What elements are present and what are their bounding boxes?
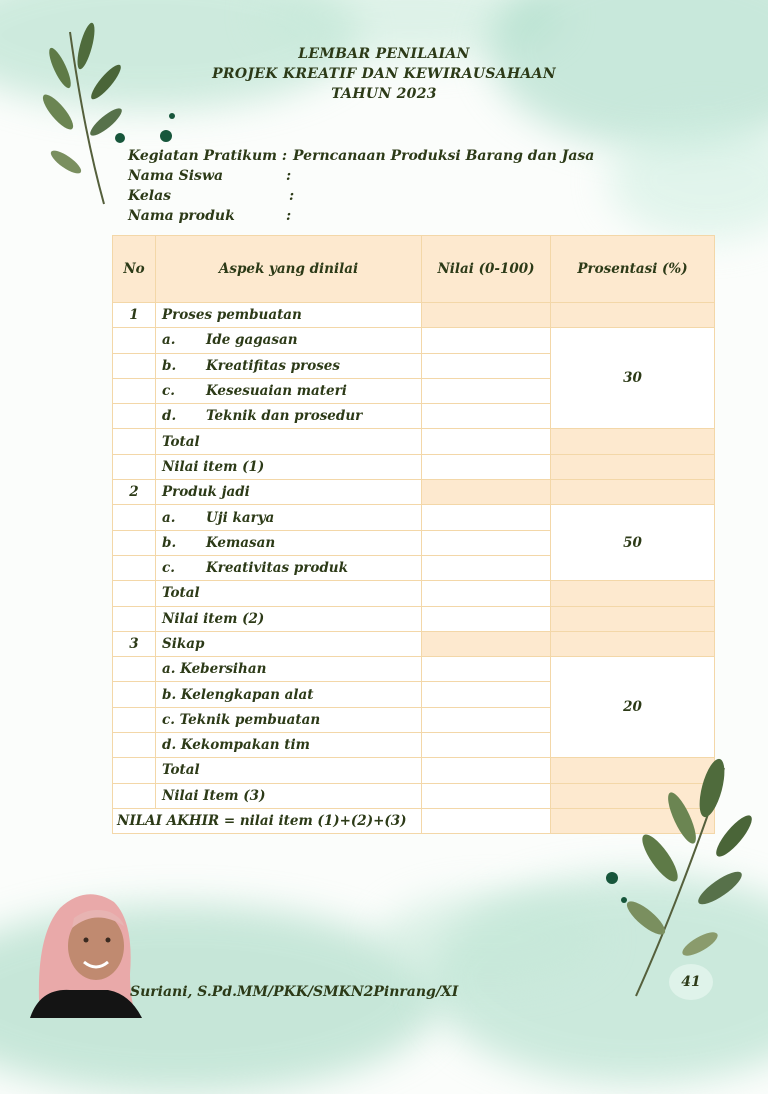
- aspect-item: [156, 353, 422, 378]
- empty-cell: [113, 505, 156, 530]
- item-text: Kreatifitas proses: [206, 357, 340, 374]
- empty-cell: [113, 555, 156, 580]
- table-row: [113, 303, 715, 328]
- nilai-cell[interactable]: [422, 480, 551, 505]
- aspect-item: d. Kekompakan tim: [156, 733, 422, 758]
- nilai-cell[interactable]: [422, 631, 551, 656]
- nilai-cell[interactable]: [422, 783, 551, 808]
- empty-cell: [113, 353, 156, 378]
- table-row: [113, 454, 715, 479]
- section-title: Produk jadi: [156, 480, 422, 505]
- prosentasi-cell: [551, 454, 715, 479]
- aspect-item: [156, 378, 422, 403]
- empty-cell: [113, 657, 156, 682]
- nilai-cell[interactable]: [422, 353, 551, 378]
- empty-cell: [113, 707, 156, 732]
- info-colon: :: [286, 168, 292, 184]
- empty-cell: [113, 378, 156, 403]
- item-letter: c.: [162, 383, 175, 400]
- prosentasi-cell: [551, 631, 715, 656]
- info-row-nama-siswa: [128, 166, 594, 186]
- column-header-no: No: [113, 236, 156, 303]
- aspect-item: [156, 555, 422, 580]
- empty-cell: [113, 758, 156, 783]
- item-text: Kemasan: [206, 534, 276, 551]
- table-row: [113, 505, 715, 530]
- empty-cell: [113, 429, 156, 454]
- item-text: Kesesuaian materi: [206, 383, 347, 400]
- empty-cell: [113, 328, 156, 353]
- table-row: [113, 657, 715, 682]
- table-row: [113, 581, 715, 606]
- title-line: PROJEK KREATIF DAN KEWIRAUSAHAAN: [212, 66, 556, 82]
- student-info: [128, 146, 594, 226]
- empty-cell: [113, 454, 156, 479]
- table-row: [113, 606, 715, 631]
- nilai-cell[interactable]: [422, 581, 551, 606]
- item-text: Ide gagasan: [206, 332, 298, 349]
- nilai-cell[interactable]: [422, 682, 551, 707]
- info-row-nama-produk: [128, 206, 594, 226]
- author-photo: [30, 878, 142, 1018]
- info-value: Perncanaan Produksi Barang dan Jasa: [293, 148, 595, 164]
- prosentasi-cell: [551, 581, 715, 606]
- table-row: [113, 328, 715, 353]
- page-title: [0, 44, 768, 104]
- nilai-cell[interactable]: [422, 454, 551, 479]
- aspect-item: a. Kebersihan: [156, 657, 422, 682]
- empty-cell: [113, 783, 156, 808]
- row-number: 2: [113, 480, 156, 505]
- nilai-item-label: Nilai item (1): [156, 454, 422, 479]
- nilai-cell[interactable]: [422, 555, 551, 580]
- nilai-cell[interactable]: [422, 505, 551, 530]
- footer-author: Suriani, S.Pd.MM/PKK/SMKN2Pinrang/XI: [130, 984, 459, 1000]
- leaf-branch-icon: [600, 748, 760, 998]
- table-row: [113, 631, 715, 656]
- nilai-item-label: Nilai item (2): [156, 606, 422, 631]
- aspect-item: c. Teknik pembuatan: [156, 707, 422, 732]
- item-letter: b.: [162, 534, 177, 551]
- nilai-cell[interactable]: [422, 303, 551, 328]
- nilai-akhir-label: NILAI AKHIR = nilai item (1)+(2)+(3): [113, 808, 422, 833]
- table-row: [113, 429, 715, 454]
- info-label: Kegiatan Pratikum :: [128, 148, 288, 164]
- column-header-aspek: Aspek yang dinilai: [156, 236, 422, 303]
- nilai-cell[interactable]: [422, 328, 551, 353]
- page-number: 41: [669, 964, 713, 1000]
- section-title: Sikap: [156, 631, 422, 656]
- item-text: Teknik dan prosedur: [206, 408, 363, 425]
- column-header-nilai: Nilai (0-100): [422, 236, 551, 303]
- prosentasi-value: 20: [551, 657, 715, 758]
- title-line: LEMBAR PENILAIAN: [298, 46, 470, 62]
- nilai-cell[interactable]: [422, 404, 551, 429]
- section-title: Proses pembuatan: [156, 303, 422, 328]
- total-label: Total: [156, 581, 422, 606]
- item-text: Uji karya: [206, 509, 275, 526]
- table-header-row: [113, 236, 715, 303]
- column-header-prosentasi: Prosentasi (%): [551, 236, 715, 303]
- info-colon: :: [289, 188, 295, 204]
- info-label: Nama Siswa: [128, 168, 224, 184]
- prosentasi-value: 30: [551, 328, 715, 429]
- nilai-cell[interactable]: [422, 657, 551, 682]
- total-label: Total: [156, 429, 422, 454]
- total-label: Total: [156, 758, 422, 783]
- prosentasi-cell: [551, 303, 715, 328]
- item-letter: a.: [162, 509, 176, 526]
- item-letter: c.: [162, 560, 175, 577]
- leaf-branch-icon: [22, 12, 132, 212]
- prosentasi-cell: [551, 429, 715, 454]
- item-letter: d.: [162, 408, 177, 425]
- title-line: TAHUN 2023: [331, 86, 437, 102]
- empty-cell: [113, 530, 156, 555]
- row-number: 3: [113, 631, 156, 656]
- info-label: Nama produk: [128, 208, 235, 224]
- aspect-item: b. Kelengkapan alat: [156, 682, 422, 707]
- info-label: Kelas: [128, 188, 172, 204]
- aspect-item: [156, 328, 422, 353]
- nilai-cell[interactable]: [422, 707, 551, 732]
- info-row-kelas: [128, 186, 594, 206]
- aspect-item: [156, 530, 422, 555]
- nilai-cell[interactable]: [422, 758, 551, 783]
- empty-cell: [113, 682, 156, 707]
- assessment-table: [112, 235, 715, 834]
- empty-cell: [113, 606, 156, 631]
- info-colon: :: [286, 208, 292, 224]
- dot-decoration-icon: [150, 108, 190, 148]
- info-row-kegiatan: [128, 146, 594, 166]
- empty-cell: [113, 733, 156, 758]
- empty-cell: [113, 581, 156, 606]
- item-letter: b.: [162, 357, 177, 374]
- table-row: [113, 480, 715, 505]
- empty-cell: [113, 404, 156, 429]
- row-number: 1: [113, 303, 156, 328]
- nilai-cell[interactable]: [422, 733, 551, 758]
- prosentasi-cell: [551, 480, 715, 505]
- item-text: Kreativitas produk: [206, 560, 348, 577]
- prosentasi-cell: [551, 606, 715, 631]
- item-letter: a.: [162, 332, 176, 349]
- nilai-akhir-cell[interactable]: [422, 808, 551, 833]
- nilai-cell[interactable]: [422, 606, 551, 631]
- aspect-item: [156, 505, 422, 530]
- aspect-item: [156, 404, 422, 429]
- watercolor-wash: [380, 894, 600, 984]
- nilai-cell[interactable]: [422, 429, 551, 454]
- prosentasi-value: 50: [551, 505, 715, 581]
- nilai-cell[interactable]: [422, 378, 551, 403]
- nilai-item-label: Nilai Item (3): [156, 783, 422, 808]
- nilai-cell[interactable]: [422, 530, 551, 555]
